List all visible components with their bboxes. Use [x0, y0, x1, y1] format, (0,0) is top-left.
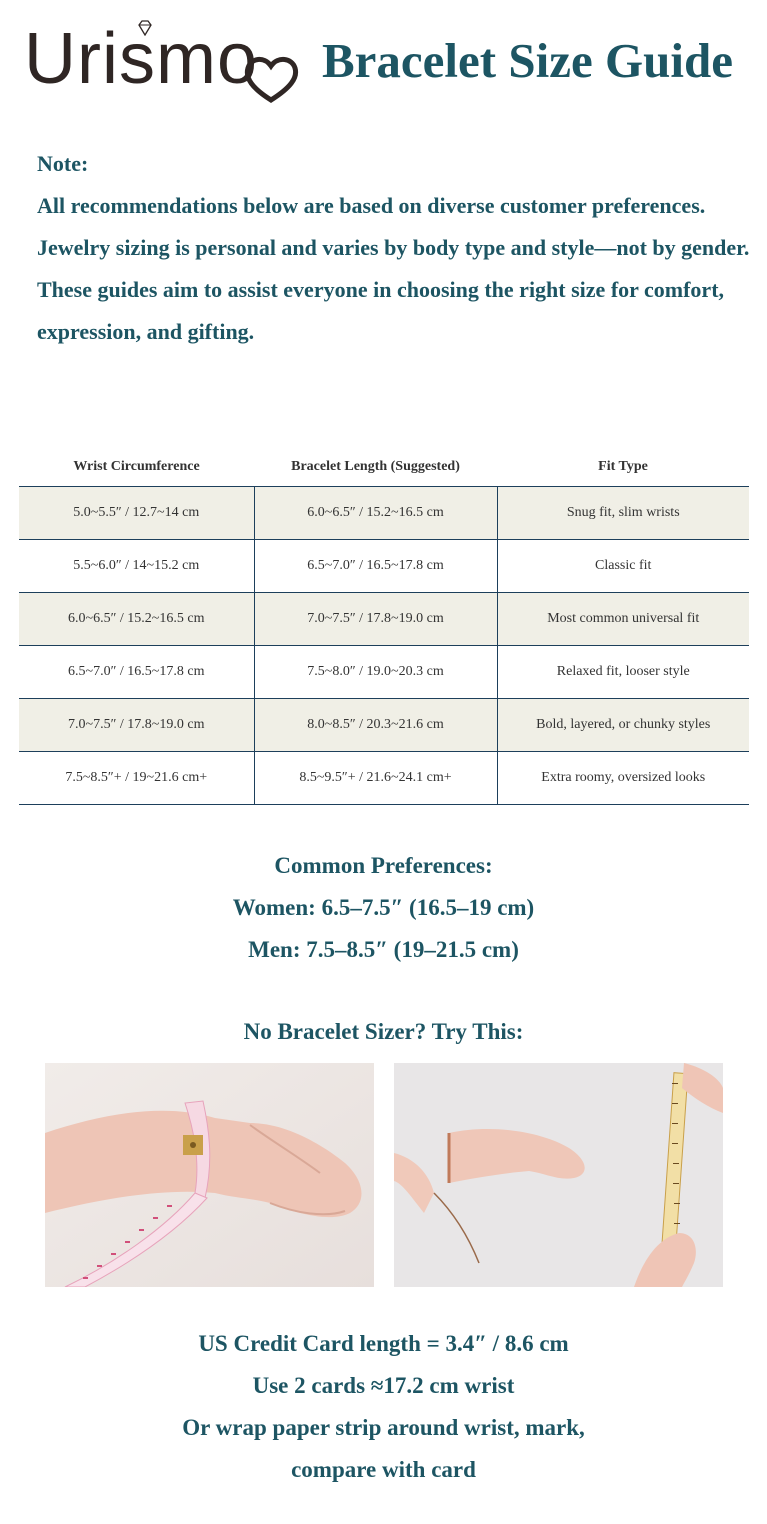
card-tip-line-2: Use 2 cards ≈17.2 cm wrist: [252, 1373, 515, 1398]
brand-logo-text: Urismo: [24, 19, 258, 99]
table-row: [19, 751, 749, 804]
card-tip: [0, 1323, 767, 1491]
column-header-fit-type: Fit Type: [497, 449, 749, 486]
string-and-ruler-photo: [394, 1063, 723, 1287]
card-tip-line-4: compare with card: [291, 1457, 476, 1482]
column-header-wrist: Wrist Circumference: [19, 449, 254, 486]
length-cell: 8.5~9.5″+ / 21.6~24.1 cm+: [254, 751, 497, 804]
fit-cell: Relaxed fit, looser style: [497, 645, 749, 698]
table-row: [19, 539, 749, 592]
header: [0, 0, 767, 110]
note-line-2: Jewelry sizing is personal and varies by body type and style—not by gender.: [37, 235, 750, 260]
fit-cell: Extra roomy, oversized looks: [497, 751, 749, 804]
card-tip-line-3: Or wrap paper strip around wrist, mark,: [182, 1415, 585, 1440]
tape-measure-wrist-photo: [45, 1063, 374, 1287]
heart-icon: [242, 50, 300, 104]
table-row: [19, 592, 749, 645]
column-header-bracelet-length: Bracelet Length (Suggested): [254, 449, 497, 486]
diamond-icon: [137, 20, 153, 36]
page-title: Bracelet Size Guide: [322, 33, 733, 88]
note-line-1: All recommendations below are based on diverse customer preferences.: [37, 193, 706, 218]
try-this-heading: No Bracelet Sizer? Try This:: [243, 1019, 524, 1044]
length-cell: 8.0~8.5″ / 20.3~21.6 cm: [254, 698, 497, 751]
brand-logo: [24, 14, 284, 104]
fit-cell: Most common universal fit: [497, 592, 749, 645]
preferences-women: Women: 6.5–7.5″ (16.5–19 cm): [232, 895, 535, 920]
length-cell: 6.0~6.5″ / 15.2~16.5 cm: [254, 486, 497, 539]
fit-cell: Bold, layered, or chunky styles: [497, 698, 749, 751]
wrist-cell: 7.0~7.5″ / 17.8~19.0 cm: [19, 698, 254, 751]
fit-cell: Snug fit, slim wrists: [497, 486, 749, 539]
table-row: [19, 645, 749, 698]
wrist-cell: 5.5~6.0″ / 14~15.2 cm: [19, 539, 254, 592]
wrist-cell: 6.5~7.0″ / 16.5~17.8 cm: [19, 645, 254, 698]
common-preferences: [0, 845, 767, 971]
wrist-cell: 5.0~5.5″ / 12.7~14 cm: [19, 486, 254, 539]
length-cell: 6.5~7.0″ / 16.5~17.8 cm: [254, 539, 497, 592]
length-cell: 7.5~8.0″ / 19.0~20.3 cm: [254, 645, 497, 698]
note-heading: Note:: [37, 151, 89, 176]
preferences-heading: Common Preferences:: [274, 853, 493, 878]
card-tip-line-1: US Credit Card length = 3.4″ / 8.6 cm: [198, 1331, 569, 1356]
note-section: [37, 143, 757, 353]
note-line-3: These guides aim to assist everyone in choosing the right size for comfort, expression, and gifting.: [37, 277, 725, 344]
table-row: [19, 698, 749, 751]
wrist-cell: 6.0~6.5″ / 15.2~16.5 cm: [19, 592, 254, 645]
fit-cell: Classic fit: [497, 539, 749, 592]
table-row: [19, 486, 749, 539]
preferences-men: Men: 7.5–8.5″ (19–21.5 cm): [248, 937, 519, 962]
table-header-row: [19, 449, 749, 486]
length-cell: 7.0~7.5″ / 17.8~19.0 cm: [254, 592, 497, 645]
wrist-cell: 7.5~8.5″+ / 19~21.6 cm+: [19, 751, 254, 804]
size-table: [19, 449, 749, 805]
